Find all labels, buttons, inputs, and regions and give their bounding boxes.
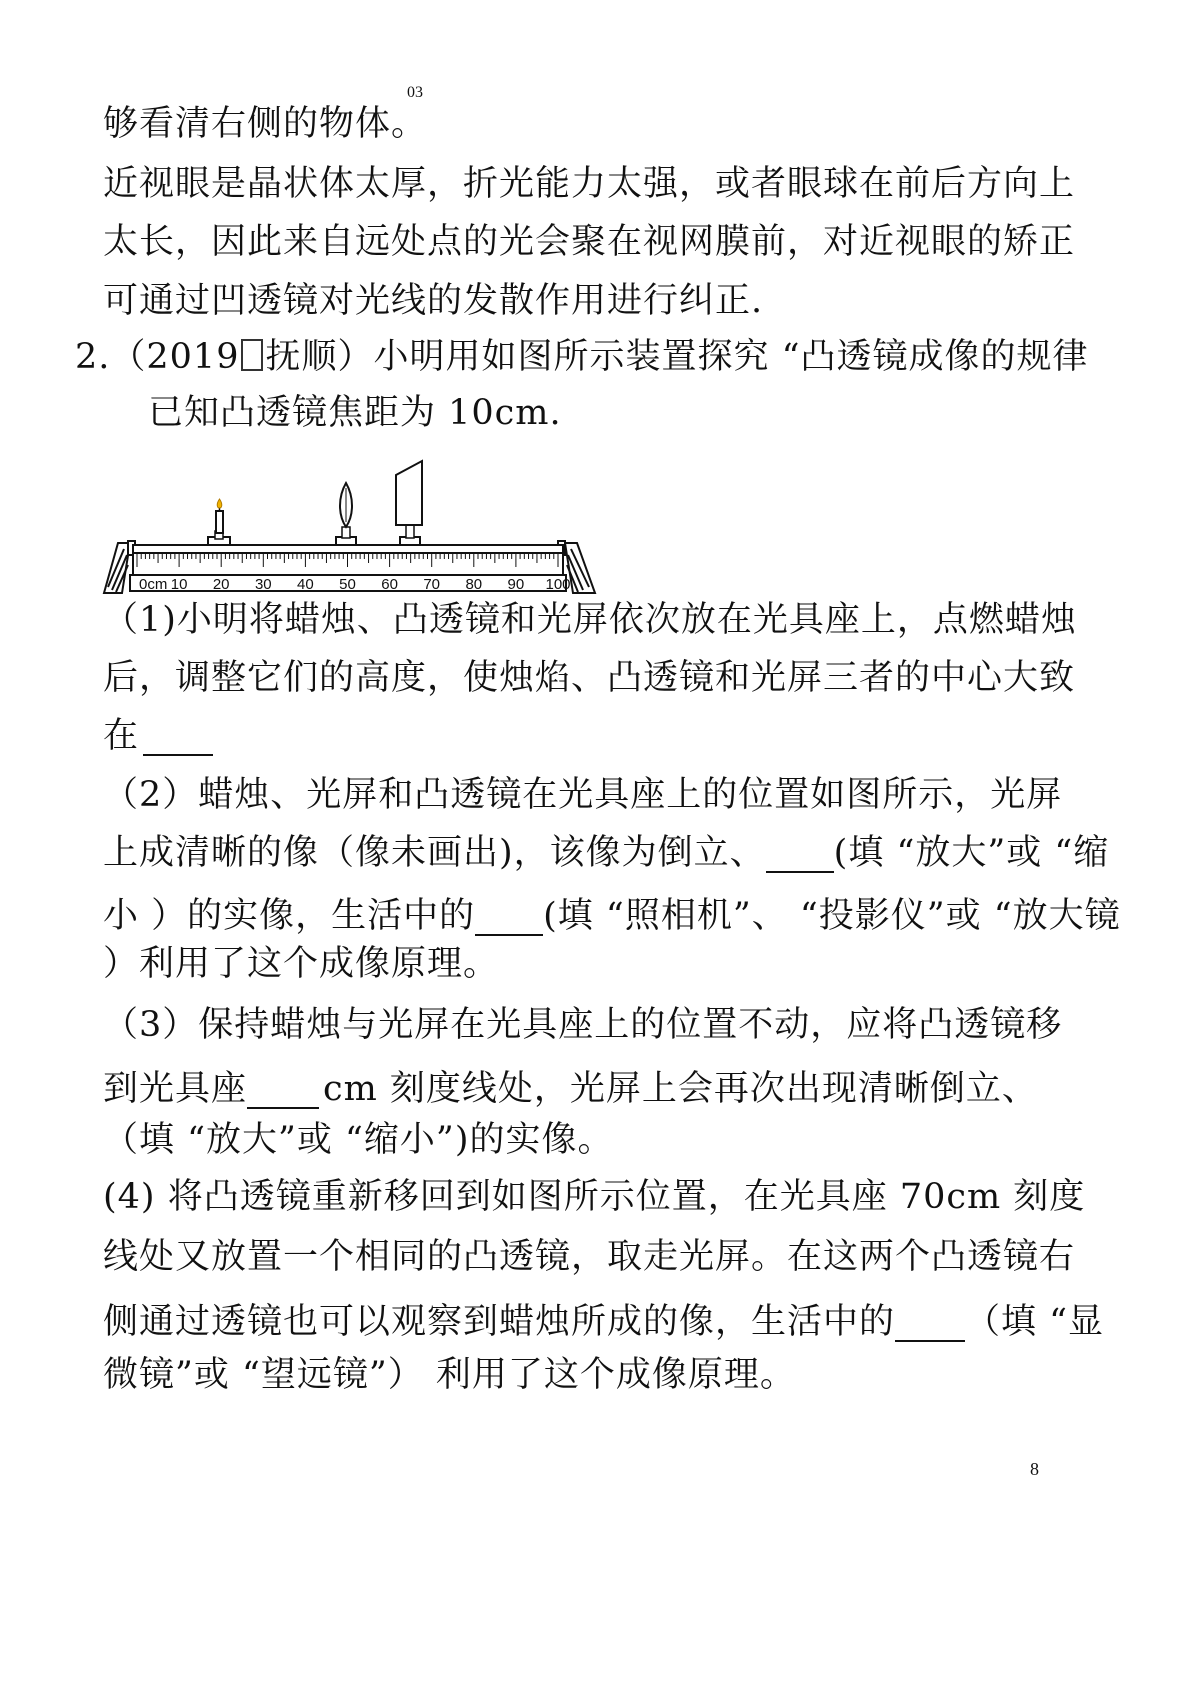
text-fragment: 在 bbox=[103, 716, 140, 756]
ruler-label: 0cm bbox=[139, 576, 168, 593]
text-line: 够看清右侧的物体。 bbox=[103, 104, 428, 144]
text-line: ）利用了这个成像原理。 bbox=[103, 944, 500, 984]
text-line bbox=[103, 1063, 1038, 1109]
question-text: 抚顺）小明用如图所示装置探究 “凸透镜成像的规律 bbox=[265, 337, 1089, 377]
text-fragment: （填 “显 bbox=[965, 1302, 1105, 1342]
text-fragment: (填 “放大”或 “缩 bbox=[833, 833, 1110, 873]
missing-glyph-box bbox=[241, 339, 263, 371]
text-fragment: 侧通过透镜也可以观察到蜡烛所成的像，生活中的 bbox=[103, 1302, 896, 1342]
ruler-label: 80 bbox=[465, 576, 483, 593]
text-fragment: 上成清晰的像（像未画出)，该像为倒立、 bbox=[103, 833, 766, 873]
page-number: 8 bbox=[1030, 1459, 1039, 1479]
ruler-label: 100 bbox=[545, 576, 571, 593]
candle bbox=[208, 499, 230, 545]
text-line bbox=[103, 890, 1121, 936]
ruler-label: 70 bbox=[423, 576, 441, 593]
text-fragment: 小 ）的实像，生活中的 bbox=[103, 896, 476, 936]
convex-lens bbox=[336, 483, 356, 545]
ruler-label: 50 bbox=[339, 576, 356, 593]
light-screen bbox=[396, 461, 422, 545]
text-line: 微镜”或 “望远镜”） 利用了这个成像原理。 bbox=[103, 1355, 796, 1395]
question-heading bbox=[75, 337, 1089, 377]
text-line: 可通过凹透镜对光线的发散作用进行纠正. bbox=[103, 281, 764, 321]
answer-blank[interactable] bbox=[247, 1063, 319, 1109]
ruler-label: 20 bbox=[212, 576, 230, 593]
text-line bbox=[103, 833, 1109, 873]
text-line bbox=[103, 716, 213, 756]
answer-blank[interactable] bbox=[475, 890, 543, 936]
text-line: （3）保持蜡烛与光屏在光具座上的位置不动，应将凸透镜移 bbox=[103, 1005, 1063, 1045]
text-line bbox=[103, 1296, 1104, 1342]
ruler-label: 60 bbox=[381, 576, 398, 593]
rail-top bbox=[133, 545, 563, 553]
text-line: 太长，因此来自远处点的光会聚在视网膜前，对近视眼的矫正 bbox=[103, 222, 1076, 262]
ruler-label: 90 bbox=[507, 576, 525, 593]
answer-blank[interactable] bbox=[766, 841, 834, 873]
question-number: 2.（2019 bbox=[75, 337, 240, 377]
text-line: 线处又放置一个相同的凸透镜，取走光屏。在这两个凸透镜右 bbox=[103, 1237, 1076, 1277]
text-line: （1)小明将蜡烛、凸透镜和光屏依次放在光具座上，点燃蜡烛 bbox=[103, 600, 1077, 640]
answer-blank[interactable] bbox=[895, 1296, 965, 1342]
text-line: （2）蜡烛、光屏和凸透镜在光具座上的位置如图所示，光屏 bbox=[103, 775, 1063, 815]
header-mark: 03 bbox=[407, 84, 423, 101]
ruler-label: 40 bbox=[297, 576, 314, 593]
text-fragment: (填 “照相机”、 “投影仪”或 “放大镜 bbox=[543, 896, 1121, 936]
ruler-label: 30 bbox=[254, 576, 272, 593]
ruler-label: 10 bbox=[170, 576, 188, 593]
text-line: 后，调整它们的高度，使烛焰、凸透镜和光屏三者的中心大致 bbox=[103, 658, 1076, 698]
text-line: 近视眼是晶状体太厚，折光能力太强，或者眼球在前后方向上 bbox=[103, 164, 1076, 204]
text-fragment: 到光具座 bbox=[103, 1069, 248, 1109]
answer-blank[interactable] bbox=[143, 724, 213, 756]
text-line: 已知凸透镜焦距为 10cm. bbox=[148, 393, 562, 433]
optical-bench-figure bbox=[100, 455, 605, 600]
text-fragment: cm 刻度线处，光屏上会再次出现清晰倒立、 bbox=[323, 1069, 1038, 1109]
text-line: (4) 将凸透镜重新移回到如图所示位置，在光具座 70cm 刻度 bbox=[103, 1177, 1086, 1217]
text-line: （填 “放大”或 “缩小”)的实像。 bbox=[103, 1120, 614, 1160]
